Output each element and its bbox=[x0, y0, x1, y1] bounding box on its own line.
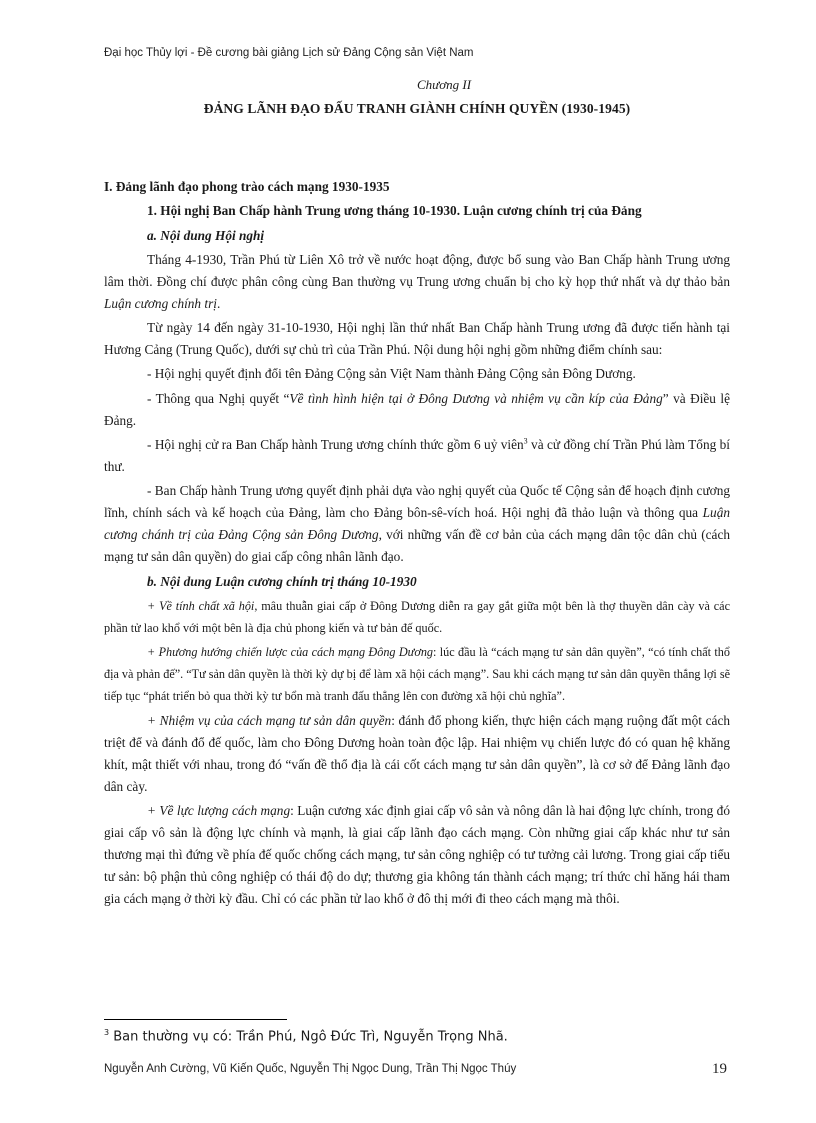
paragraph-8 bbox=[104, 641, 730, 707]
paragraph-1-end: . bbox=[216, 295, 221, 311]
footnote-text: Ban thường vụ có: Trần Phú, Ngô Đức Trì, Nguyễn Trọng Nhã. bbox=[109, 1029, 508, 1045]
footnote-reference: 3 bbox=[523, 436, 528, 446]
paragraph-1 bbox=[104, 249, 730, 315]
paragraph-6-end: , với những vấn đề cơ bản của cách mạng dân tộc dân chủ (cách mạng tư sản dân quyền) do giai cấp công nhân lãnh đạo. bbox=[104, 527, 731, 565]
paragraph-4-end: ” và Điều lệ Đảng. bbox=[104, 390, 731, 428]
paragraph-4 bbox=[104, 388, 730, 432]
running-footer-authors: Nguyễn Anh Cường, Vũ Kiến Quốc, Nguyễn Thị Ngọc Dung, Trần Thị Ngọc Thúy bbox=[104, 1063, 517, 1075]
paragraph-1-italic: Luận cương chính trị bbox=[104, 295, 217, 311]
paragraph-8-text: : lúc đầu là “cách mạng tư sản dân quyền”, “có tính chất thổ địa và phản đế”. “Tư sản dân quyền là thời kỳ dự bị để làm xã hội cách mạng”. Sau khi cách mạng tư sản dân quyền thắng lợi sẽ tiếp tục “phát triển bỏ qua thời kỳ tư bổn mà tranh đấu thẳng lên con đường xã hội chủ nghĩa”. bbox=[104, 645, 730, 704]
paragraph-5-end: và cử đồng chí Trần Phú làm Tổng bí thư. bbox=[104, 437, 730, 475]
footnote-marker: 3 bbox=[104, 1028, 110, 1037]
footnote bbox=[104, 1028, 508, 1044]
paragraph-7 bbox=[104, 595, 730, 639]
paragraph-6-italic: Luận cương chánh trị của Đảng Cộng sản Đông Dương bbox=[104, 505, 730, 543]
paragraph-6 bbox=[104, 480, 730, 568]
document-body bbox=[104, 176, 730, 912]
paragraph-9-italic: + Nhiệm vụ của cách mạng tư sản dân quyền bbox=[147, 712, 392, 728]
page-number: 19 bbox=[712, 1061, 727, 1077]
paragraph-6-text: - Ban Chấp hành Trung ương quyết định phải dựa vào nghị quyết của Quốc tế Cộng sản để hoạch định cương lĩnh, chính sách và kế hoạch của Đảng, làm cho Đảng bôn-sê-vích hoá. Hội nghị đã thảo luận và thông qua bbox=[104, 483, 730, 521]
paragraph-10-text: : Luận cương xác định giai cấp vô sản và nông dân là hai động lực chính, trong đó giai cấp vô sản là động lực chính và mạnh, là giai cấp lãnh đạo cách mạng. Còn những giai cấp khác như tư sản thương mại thì đứng về phía đế quốc chống cách mạng, tư sản công nghiệp có tư tưởng cải lương. Trong giai cấp tiểu tư sản: bộ phận thủ công nghiệp có thái độ do dự; thương gia không tán thành cách mạng; trí thức chỉ hăng hái tham gia cách mạng ở thời kỳ đầu. Chỉ có các phần tử lao khổ ở đô thị mới đi theo cách mạng mà thôi. bbox=[104, 802, 730, 906]
paragraph-2: Từ ngày 14 đến ngày 31-10-1930, Hội nghị lần thứ nhất Ban Chấp hành Trung ương đã được tiến hành tại Hương Cảng (Trung Quốc), dưới sự chủ trì của Trần Phú. Nội dung hội nghị gồm những điểm chính sau: bbox=[104, 320, 730, 358]
paragraph-5 bbox=[104, 434, 730, 478]
paragraph-3: - Hội nghị quyết định đổi tên Đảng Cộng sản Việt Nam thành Đảng Cộng sản Đông Dương. bbox=[147, 366, 636, 382]
paragraph-1-text: Tháng 4-1930, Trần Phú từ Liên Xô trở về nước hoạt động, được bổ sung vào Ban Chấp hành Trung ương lâm thời. Đồng chí được phân công cùng Ban thường vụ Trung ương chuẩn bị cho kỳ họp thứ nhất và dự thảo bản bbox=[104, 251, 730, 289]
section-heading: I. Đảng lãnh đạo phong trào cách mạng 1930-1935 bbox=[104, 179, 390, 194]
subsection-b-heading: b. Nội dung Luận cương chính trị tháng 10-1930 bbox=[147, 573, 417, 589]
chapter-label-text: Chương II bbox=[416, 77, 472, 92]
paragraph-8-italic: + Phương hướng chiến lược của cách mạng Đông Dương bbox=[147, 645, 434, 660]
paragraph-4-text: - Thông qua Nghị quyết “ bbox=[147, 390, 290, 406]
paragraph-7-italic: + Về tính chất xã hội bbox=[147, 598, 255, 613]
chapter-label bbox=[0, 77, 816, 93]
subsection-heading: 1. Hội nghị Ban Chấp hành Trung ương tháng 10-1930. Luận cương chính trị của Đảng bbox=[147, 203, 642, 219]
paragraph-9 bbox=[104, 710, 730, 798]
paragraph-7-text: , mâu thuẫn giai cấp ở Đông Dương diễn ra gay gắt giữa một bên là thợ thuyền dân cày và các phần tử lao khổ với một bên là địa chủ phong kiến và tư bản đế quốc. bbox=[104, 598, 730, 635]
chapter-title-text: ĐẢNG LÃNH ĐẠO ĐẤU TRANH GIÀNH CHÍNH QUYỀN (1930-1945) bbox=[203, 101, 631, 116]
paragraph-10-italic: + Về lực lượng cách mạng bbox=[147, 802, 291, 818]
paragraph-10 bbox=[104, 800, 730, 910]
footnote-divider bbox=[104, 1019, 287, 1020]
paragraph-5-text: - Hội nghị cử ra Ban Chấp hành Trung ương chính thức gồm 6 uỷ viên bbox=[147, 437, 524, 453]
paragraph-4-italic: Về tình hình hiện tại ở Đông Dương và nhiệm vụ cần kíp của Đảng bbox=[289, 390, 663, 406]
paragraph-9-text: : đánh đổ phong kiến, thực hiện cách mạng ruộng đất một cách triệt để và đánh đổ đế quốc, làm cho Đông Dương hoàn toàn độc lập. Hai nhiệm vụ chiến lược đó có quan hệ khăng khít, mật thiết với nhau, trong đó “vấn đề thổ địa là cái cốt cách mạng tư sản dân quyền”, là cơ sở để Đảng lãnh đạo dân cày. bbox=[104, 712, 731, 794]
running-header: Đại học Thủy lợi - Đề cương bài giảng Lịch sử Đảng Cộng sản Việt Nam bbox=[104, 47, 474, 59]
chapter-title bbox=[0, 101, 816, 117]
subsection-a-heading: a. Nội dung Hội nghị bbox=[147, 227, 265, 243]
